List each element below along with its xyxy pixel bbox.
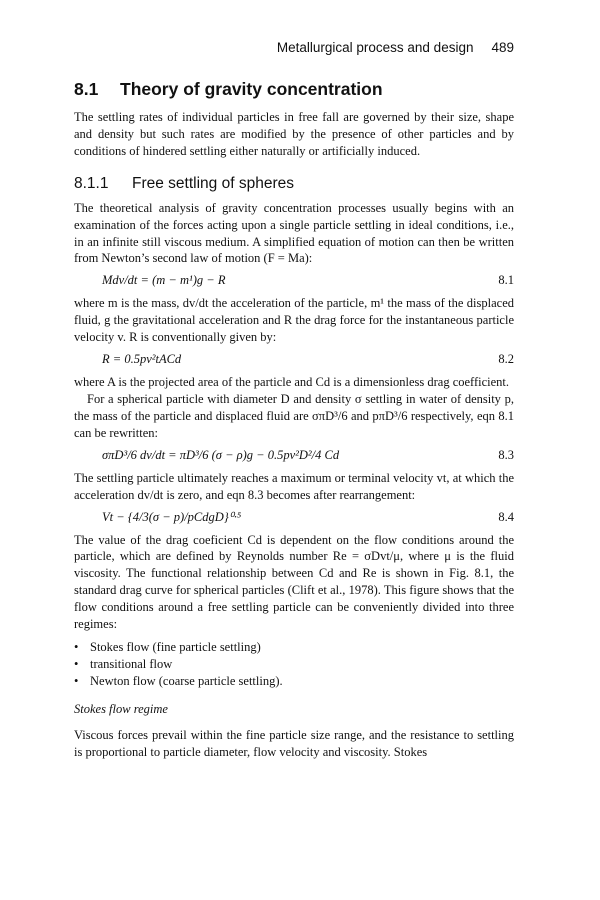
equation-expression: R = 0.5pv²tACd — [102, 352, 182, 367]
stokes-paragraph: Viscous forces prevail within the fine particle size range, and the resistance to settling is proportional to particle diameter, flow velocity and viscosity. Stokes — [74, 727, 514, 759]
equation-expression: Mdv/dt = (m − m¹)g − R — [102, 273, 226, 288]
page — [74, 40, 514, 761]
equation-expression: Vt − {4/3(σ − p)/pCdgD}⁰·⁵ — [102, 509, 242, 524]
equation-label: 8.4 — [498, 509, 514, 524]
paragraph-2: where m is the mass, dv/dt the acceleration of the particle, m¹ the mass of the displaced fluid, g the gravitational acceleration and R the drag force for the instantaneous particle velocity v. R is conventionally given by: — [74, 296, 514, 345]
paragraph-3: where A is the projected area of the particle and Cd is a dimensionless drag coefficient. — [74, 375, 510, 390]
section-number: 8.1 — [74, 79, 99, 99]
page-number: 489 — [491, 40, 514, 55]
list-item: • transitional flow — [74, 656, 514, 673]
paragraph-1: The theoretical analysis of gravity concentration processes usually begins with an examination of the forces acting upon a single particle settling in ideal conditions, i.e., in an infinite still viscous medium. A simplified equation of motion can then be written from Newton’s second law of motion (F = Ma): — [74, 200, 514, 266]
section-title: Theory of gravity concentration — [120, 79, 383, 99]
equation-label: 8.1 — [498, 273, 514, 288]
list-item: • Stokes flow (fine particle settling) — [74, 639, 514, 656]
equation-8-2 — [74, 351, 514, 368]
equation-8-3 — [74, 447, 514, 464]
paragraph-5: The settling particle ultimately reaches a maximum or terminal velocity vt, at which the acceleration dv/dt is zero, and eqn 8.3 becomes after rearrangement: — [74, 470, 514, 502]
subsection-title: Free settling of spheres — [132, 174, 294, 192]
list-item: • Newton flow (coarse particle settling). — [74, 673, 514, 690]
equation-8-1 — [74, 272, 514, 289]
paragraph-6: The value of the drag coeficient Cd is dependent on the flow conditions around the particle, which are defined by Reynolds number Re = σDvt/μ, where μ is the fluid viscosity. The functional relationship between Cd and Re is shown in Fig. 8.1, the standard drag curve for spherical particles (Clift et al., 1978). This figure shows that the flow conditions around a free settling particle can be conveniently divided into three regimes: — [74, 532, 514, 632]
equation-8-4 — [74, 509, 514, 526]
stokes-heading: Stokes flow regime — [74, 701, 168, 716]
section-heading — [74, 79, 514, 100]
regime-list — [74, 639, 514, 690]
equation-label: 8.3 — [498, 447, 514, 462]
running-title: Metallurgical process and design — [276, 40, 474, 55]
equation-label: 8.2 — [498, 352, 514, 367]
section-intro: The settling rates of individual particles in free fall are governed by their size, shape and density but such rates are modified by the presence of other particles and by conditions of hindered settling either naturally or artificially induced. — [74, 110, 514, 158]
subsection-heading — [74, 175, 514, 193]
running-header — [74, 40, 514, 55]
equation-expression: σπD³/6 dv/dt = πD³/6 (σ − ρ)g − 0.5pv²D²/4 Cd — [102, 447, 340, 462]
paragraph-4: For a spherical particle with diameter D and density σ settling in water of density p, the mass of the particle and displaced fluid are σπD³/6 and pπD³/6 respectively, eqn 8.1 can be rewritten: — [74, 391, 514, 440]
subsection-number: 8.1.1 — [74, 174, 109, 192]
